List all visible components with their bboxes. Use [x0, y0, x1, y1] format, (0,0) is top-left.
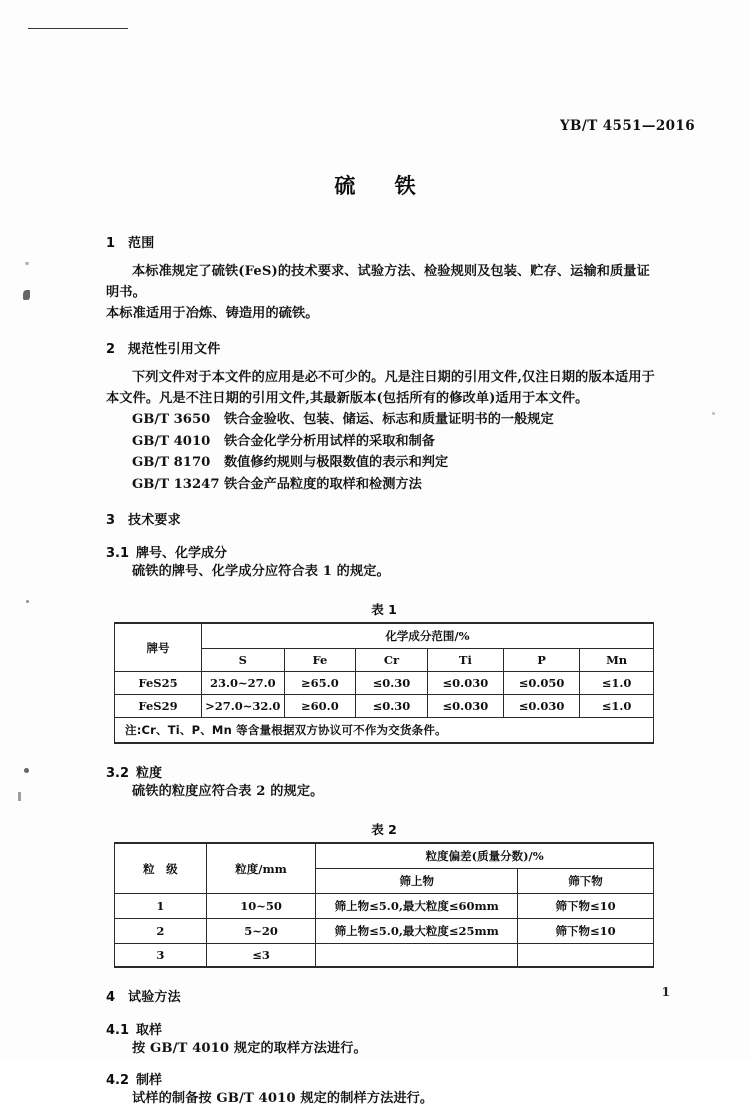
table-1-caption: 表 1: [371, 602, 397, 617]
section-title-1: 范围: [128, 236, 155, 251]
section-number-3: 3: [106, 513, 116, 528]
section-heading-4: [106, 986, 662, 1005]
scan-artifact: [18, 792, 21, 801]
table-2-head: [115, 843, 654, 894]
table-2-undersize: [518, 944, 654, 968]
scan-artifact: [25, 262, 29, 265]
table-1-col-cr: Cr: [356, 649, 428, 672]
table-row: [115, 919, 654, 944]
section-title-4: 试验方法: [128, 990, 181, 1005]
section-2-paragraph-1: 下列文件对于本文件的应用是必不可少的。凡是注日期的引用文件,仅注日期的版本适用于本文件。凡是不注日期的引用文件,其最新版本(包括所有的修改单)适用于本文件。: [106, 370, 655, 406]
table-2-size: 10~50: [206, 894, 316, 919]
subsection-title-4-1: 取样: [136, 1023, 163, 1038]
table-1-cell-p: ≤0.030: [504, 695, 580, 718]
table-1-cell-s: >27.0~32.0: [202, 695, 285, 718]
subsection-number-4-2: 4.2: [106, 1073, 130, 1088]
subsection-title-4-2: 制样: [136, 1073, 163, 1088]
subsection-heading-3-1: [106, 542, 662, 561]
table-2-col-size: 粒度/mm: [206, 843, 316, 894]
table-1-note: 注:Cr、Ti、P、Mn 等含量根据双方协议可不作为交货条件。: [115, 718, 654, 744]
table-1-group-header: 化学成分范围/%: [202, 623, 654, 649]
table-2-wrapper: [106, 820, 662, 968]
reference-title: 铁合金化学分析用试样的采取和制备: [224, 433, 435, 449]
table-row: [115, 695, 654, 718]
table-2-oversize: 筛上物≤5.0,最大粒度≤60mm: [316, 894, 518, 919]
running-header-standard-code: YB/T 4551—2016: [560, 118, 695, 134]
table-2-granularity: [114, 842, 654, 968]
table-1-wrapper: [106, 600, 662, 744]
table-1-col-s: S: [202, 649, 285, 672]
table-1-col-fe: Fe: [284, 649, 356, 672]
section-title-2: 规范性引用文件: [128, 342, 221, 357]
section-1-paragraph-2: 本标准适用于冶炼、铸造用的硫铁。: [106, 306, 319, 321]
table-2-size: ≤3: [206, 944, 316, 968]
table-1-col-p: P: [504, 649, 580, 672]
scan-artifact: [23, 290, 30, 300]
subsection-3-1-paragraph: 硫铁的牌号、化学成分应符合表 1 的规定。: [132, 564, 390, 579]
table-1-cell-cr: ≤0.30: [356, 695, 428, 718]
table-1-cell-p: ≤0.050: [504, 672, 580, 695]
table-header-row: [115, 623, 654, 649]
table-1-cell-ti: ≤0.030: [427, 695, 503, 718]
table-1-col-ti: Ti: [427, 649, 503, 672]
table-2-class: 3: [115, 944, 207, 968]
table-2-size: 5~20: [206, 919, 316, 944]
subsection-3-2-paragraph: 硫铁的粒度应符合表 2 的规定。: [132, 784, 324, 799]
list-item: [132, 474, 662, 496]
list-item: [132, 409, 662, 431]
corner-rule: [28, 28, 128, 29]
table-1-cell-s: 23.0~27.0: [202, 672, 285, 695]
page-title: 硫 铁: [334, 174, 432, 198]
section-heading-3: [106, 509, 662, 528]
table-row: [115, 944, 654, 968]
section-heading-2: [106, 338, 662, 357]
table-2-caption: 表 2: [371, 822, 397, 837]
table-1-head: [115, 623, 654, 672]
scan-artifact: [26, 600, 29, 603]
table-2-oversize: 筛上物≤5.0,最大粒度≤25mm: [316, 919, 518, 944]
reference-code: GB/T 13247: [132, 476, 220, 492]
table-2-group-header: 粒度偏差(质量分数)/%: [316, 843, 654, 869]
table-row-note: [115, 718, 654, 744]
table-1-cell-mn: ≤1.0: [580, 695, 654, 718]
table-2-col-class: 粒 级: [115, 843, 207, 894]
table-1-grade: FeS29: [115, 695, 202, 718]
table-1-body: [115, 672, 654, 744]
table-1-cell-cr: ≤0.30: [356, 672, 428, 695]
subsection-4-1-paragraph: 按 GB/T 4010 规定的取样方法进行。: [132, 1041, 367, 1056]
section-number-4: 4: [106, 990, 116, 1005]
table-2-body: [115, 894, 654, 968]
section-title-3: 技术要求: [128, 513, 181, 528]
subsection-number-3-1: 3.1: [106, 546, 130, 561]
table-1-grade: FeS25: [115, 672, 202, 695]
scan-artifact: [712, 412, 715, 415]
subsection-heading-4-1: [106, 1019, 662, 1038]
table-1-chemical-composition: [114, 622, 654, 744]
table-2-col-oversize: 筛上物: [316, 869, 518, 894]
scan-artifact: [24, 768, 29, 773]
table-1-cell-fe: ≥60.0: [284, 695, 356, 718]
table-header-row: [115, 843, 654, 869]
table-2-col-undersize: 筛下物: [518, 869, 654, 894]
reference-code: GB/T 8170: [132, 455, 211, 470]
table-2-oversize: [316, 944, 518, 968]
reference-code: GB/T 3650: [132, 412, 211, 427]
list-item: [132, 431, 662, 453]
reference-title: 铁合金产品粒度的取样和检测方法: [224, 476, 422, 492]
reference-title: 铁合金验收、包装、储运、标志和质量证明书的一般规定: [224, 412, 554, 427]
subsection-number-3-2: 3.2: [106, 766, 130, 781]
document-body: [106, 232, 662, 1109]
normative-reference-list: [106, 409, 662, 495]
list-item: [132, 452, 662, 474]
table-2-class: 2: [115, 919, 207, 944]
table-2-undersize: 筛下物≤10: [518, 919, 654, 944]
table-row: [115, 672, 654, 695]
table-1-cell-mn: ≤1.0: [580, 672, 654, 695]
table-1-col-grade: 牌号: [115, 623, 202, 672]
subsection-title-3-2: 粒度: [136, 766, 163, 781]
subsection-heading-4-2: [106, 1069, 662, 1088]
table-2-undersize: 筛下物≤10: [518, 894, 654, 919]
page-number: 1: [661, 985, 670, 999]
section-heading-1: [106, 232, 662, 251]
table-row: [115, 894, 654, 919]
section-1-paragraph-1: 本标准规定了硫铁(FeS)的技术要求、试验方法、检验规则及包装、贮存、运输和质量证明书。: [106, 264, 650, 300]
subsection-number-4-1: 4.1: [106, 1023, 130, 1038]
section-number-1: 1: [106, 236, 116, 251]
table-2-class: 1: [115, 894, 207, 919]
subsection-title-3-1: 牌号、化学成分: [136, 546, 228, 561]
table-1-col-mn: Mn: [580, 649, 654, 672]
reference-code: GB/T 4010: [132, 433, 211, 449]
table-1-cell-fe: ≥65.0: [284, 672, 356, 695]
section-number-2: 2: [106, 342, 116, 357]
reference-title: 数值修约规则与极限数值的表示和判定: [224, 455, 449, 470]
table-1-cell-ti: ≤0.030: [427, 672, 503, 695]
subsection-heading-3-2: [106, 762, 662, 781]
subsection-4-2-paragraph: 试样的制备按 GB/T 4010 规定的制样方法进行。: [132, 1091, 434, 1106]
